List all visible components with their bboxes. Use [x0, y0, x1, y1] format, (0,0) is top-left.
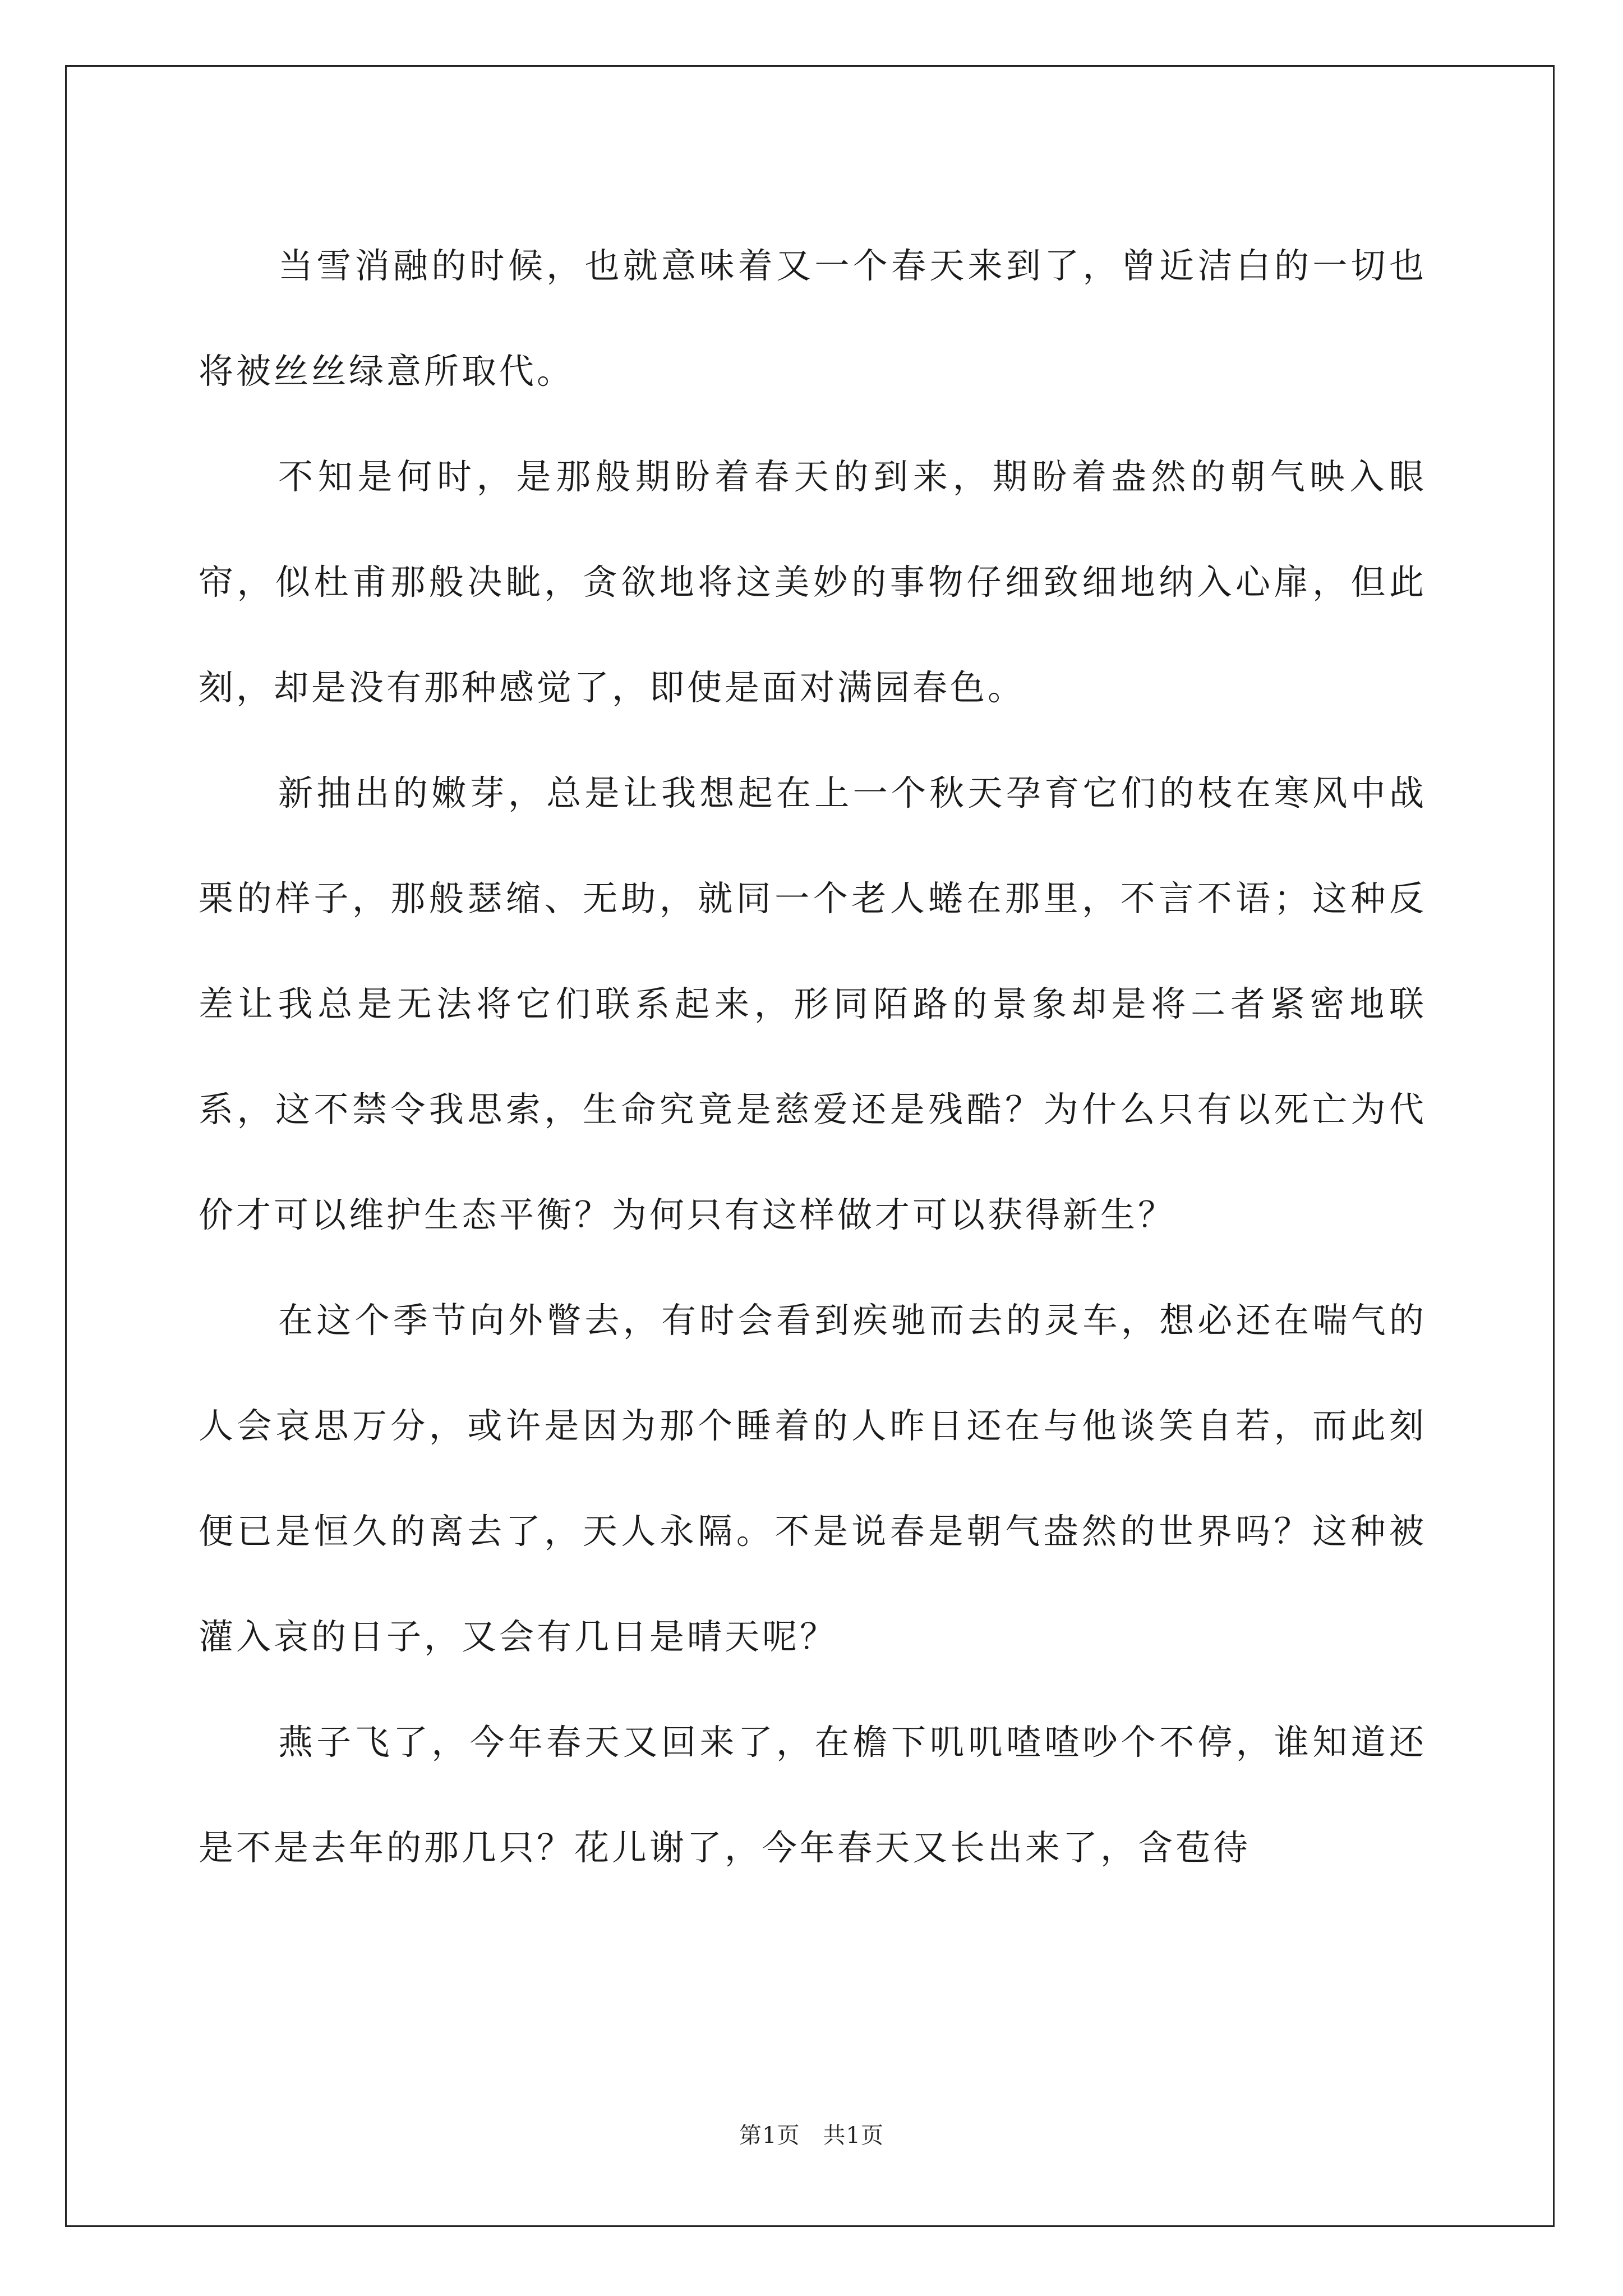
- paragraph: 不知是何时，是那般期盼着春天的到来，期盼着盎然的朝气映入眼帘，似杜甫那般决眦，贪欲地将这美妙的事物仔细致细地纳入心扉，但此刻，却是没有那种感觉了，即使是面对满园春色。: [199, 456, 1427, 708]
- paragraph: 燕子飞了，今年春天又回来了，在檐下叽叽喳喳吵个不停，谁知道还是不是去年的那几只？花儿谢了，今年春天又长出来了，含苞待: [199, 1722, 1427, 1868]
- page-footer: 第1页 共1页: [739, 2123, 884, 2148]
- paragraph: 在这个季节向外瞥去，有时会看到疾驰而去的灵车，想必还在喘气的人会哀思万分，或许是因为那个睡着的人昨日还在与他谈笑自若，而此刻便已是恒久的离去了，天人永隔。不是说春是朝气盎然的世界吗？这种被灌入哀的日子，又会有几日是晴天呢？: [199, 1300, 1427, 1657]
- paragraph: 当雪消融的时候，也就意味着又一个春天来到了，曾近洁白的一切也将被丝丝绿意所取代。: [199, 245, 1427, 392]
- document-body: [199, 213, 1427, 1901]
- paragraph: 新抽出的嫩芽，总是让我想起在上一个秋天孕育它们的枝在寒风中战栗的样子，那般瑟缩、无助，就同一个老人蜷在那里，不言不语；这种反差让我总是无法将它们联系起来，形同陌路的景象却是将二者紧密地联系，这不禁令我思索，生命究竟是慈爱还是残酷？为什么只有以死亡为代价才可以维护生态平衡？为何只有这样做才可以获得新生？: [199, 772, 1427, 1235]
